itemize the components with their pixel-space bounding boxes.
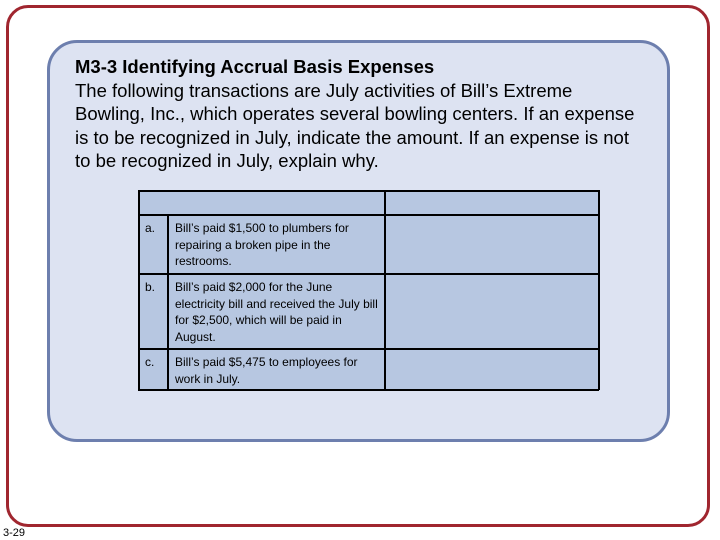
table-rule-header (138, 214, 599, 216)
heading-block (75, 55, 635, 173)
row-label-b: b. (145, 280, 156, 294)
exercise-instructions: The following transactions are July activities of Bill’s Extreme Bowling, Inc., which operates several bowling centers. If an expense is to be recognized in July, indicate the amount. If an expense is not to be recognized in July, explain why. (75, 79, 635, 171)
row-label-c: c. (145, 355, 155, 369)
exercise-title: M3-3 Identifying Accrual Basis Expenses (75, 56, 435, 77)
slide-number: 3-29 (3, 527, 26, 539)
row-activity-b: Bill’s paid $2,000 for the June electricity bill and received the July bill for $2,500, which will be paid in August. (175, 280, 378, 344)
table-rule-row-b (138, 348, 599, 350)
row-activity-c: Bill’s paid $5,475 to employees for work in July. (175, 355, 358, 386)
table-rule-row-a (138, 273, 599, 275)
table-rule-label (167, 214, 169, 390)
table-rule-top (138, 190, 599, 192)
row-activity-a: Bill’s paid $1,500 to plumbers for repairing a broken pipe in the restrooms. (175, 221, 349, 268)
row-label-a: a. (145, 221, 156, 235)
table-rule-left (138, 190, 140, 390)
table-rule-bottom (138, 389, 599, 391)
table-rule-right (598, 190, 600, 390)
